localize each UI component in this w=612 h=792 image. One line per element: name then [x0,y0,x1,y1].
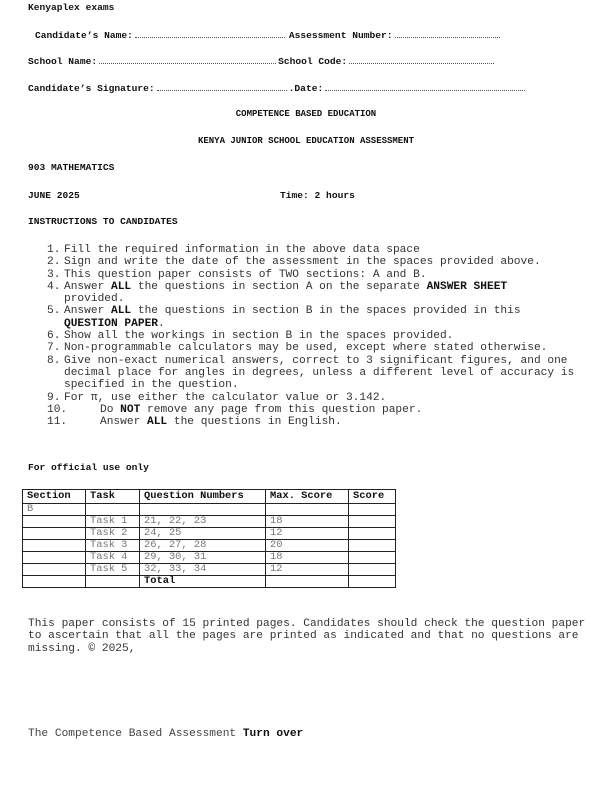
instruction-item: 10. Do NOT remove any page from this question paper. [47,403,423,416]
bottom-footer [28,728,303,740]
table-row: Task 3 26, 27, 28 20 [23,540,396,552]
total-label: Total [140,576,266,588]
score-cell[interactable] [349,564,396,576]
instruction-item: 8. Give non-exact numerical answers, correct to 3 significant figures, and one decimal place for angles in degrees, unless a different level of accuracy is specified in the question. [47,354,575,392]
total-score-cell[interactable] [349,576,396,588]
instruction-item: 6. Show all the workings in section B in the spaces provided. [47,330,454,343]
score-cell[interactable] [349,552,396,564]
date-field[interactable] [325,84,525,91]
score-cell[interactable] [349,516,396,528]
candidate-info-row-1 [35,30,502,41]
publisher-name: Kenyaplex exams [28,2,115,13]
assessment-number-field[interactable] [395,31,500,38]
table-row: Task 2 24, 25 12 [23,528,396,540]
time-label: Time: 2 hours [280,190,355,201]
instruction-item: 4. Answer ALL the questions in section A on the separate ANSWER SHEET provided. [47,280,508,306]
table-total-row [23,576,396,588]
col-task: Task [86,490,140,504]
footer-text: The Competence Based Assessment [28,728,243,740]
official-use-heading: For official use only [28,462,149,473]
instruction-item: 5. Answer ALL the questions in section B in the spaces provided in this QUESTION PAPER. [47,305,521,330]
title-line-1: COMPETENCE BASED EDUCATION [235,109,377,119]
instruction-item: 11. Answer ALL the questions in English. [47,416,342,429]
score-cell[interactable] [349,504,396,516]
candidate-name-label: Candidate’s Name: [35,30,133,41]
date-label: .Date: [288,83,324,94]
title-line-2: KENYA JUNIOR SCHOOL EDUCATION ASSESSMENT [197,136,415,146]
instruction-item: 1. Fill the required information in the above data space [47,244,420,256]
official-score-table [22,489,396,588]
signature-field[interactable] [157,84,287,91]
school-code-field[interactable] [349,57,494,64]
candidate-name-field[interactable] [135,31,285,38]
instruction-item: 9. For π, use either the calculator value or 3.142. [47,391,387,404]
col-question-numbers: Question Numbers [140,490,266,504]
instruction-item: 2. Sign and write the date of the assessment in the spaces provided above. [47,256,541,269]
school-name-field[interactable] [99,57,276,64]
instruction-item: 3. This question paper consists of TWO sections: A and B. [47,268,427,281]
score-cell[interactable] [349,540,396,552]
signature-label: Candidate’s Signature: [28,83,155,94]
school-code-label: School Code: [278,56,348,67]
instruction-item: 7. Non-programmable calculators may be used, except where stated otherwise. [47,342,548,355]
table-row: B [23,504,396,516]
table-row: Task 5 32, 33, 34 12 [23,564,396,576]
col-score: Score [349,490,396,504]
subject-title: 903 MATHEMATICS [28,162,115,173]
table-header-row [23,490,396,504]
col-max-score: Max. Score [266,490,349,504]
instructions-list [47,244,607,428]
school-name-label: School Name: [28,56,98,67]
candidate-info-row-3 [28,83,527,94]
instructions-heading: INSTRUCTIONS TO CANDIDATES [28,216,178,227]
session-label: JUNE 2025 [28,190,80,201]
score-cell[interactable] [349,528,396,540]
col-section: Section [23,490,86,504]
candidate-info-row-2 [28,56,496,67]
assessment-number-label: Assessment Number: [288,30,393,41]
table-row: Task 4 29, 30, 31 18 [23,552,396,564]
table-row: Task 1 21, 22, 23 18 [23,516,396,528]
turn-over-label: Turn over [242,728,304,740]
page-count-note: This paper consists of 15 printed pages. Candidates should check the question paper to ascertain that all the pages are printed as indicated and that no questions are missing. © 2025, [28,618,586,655]
